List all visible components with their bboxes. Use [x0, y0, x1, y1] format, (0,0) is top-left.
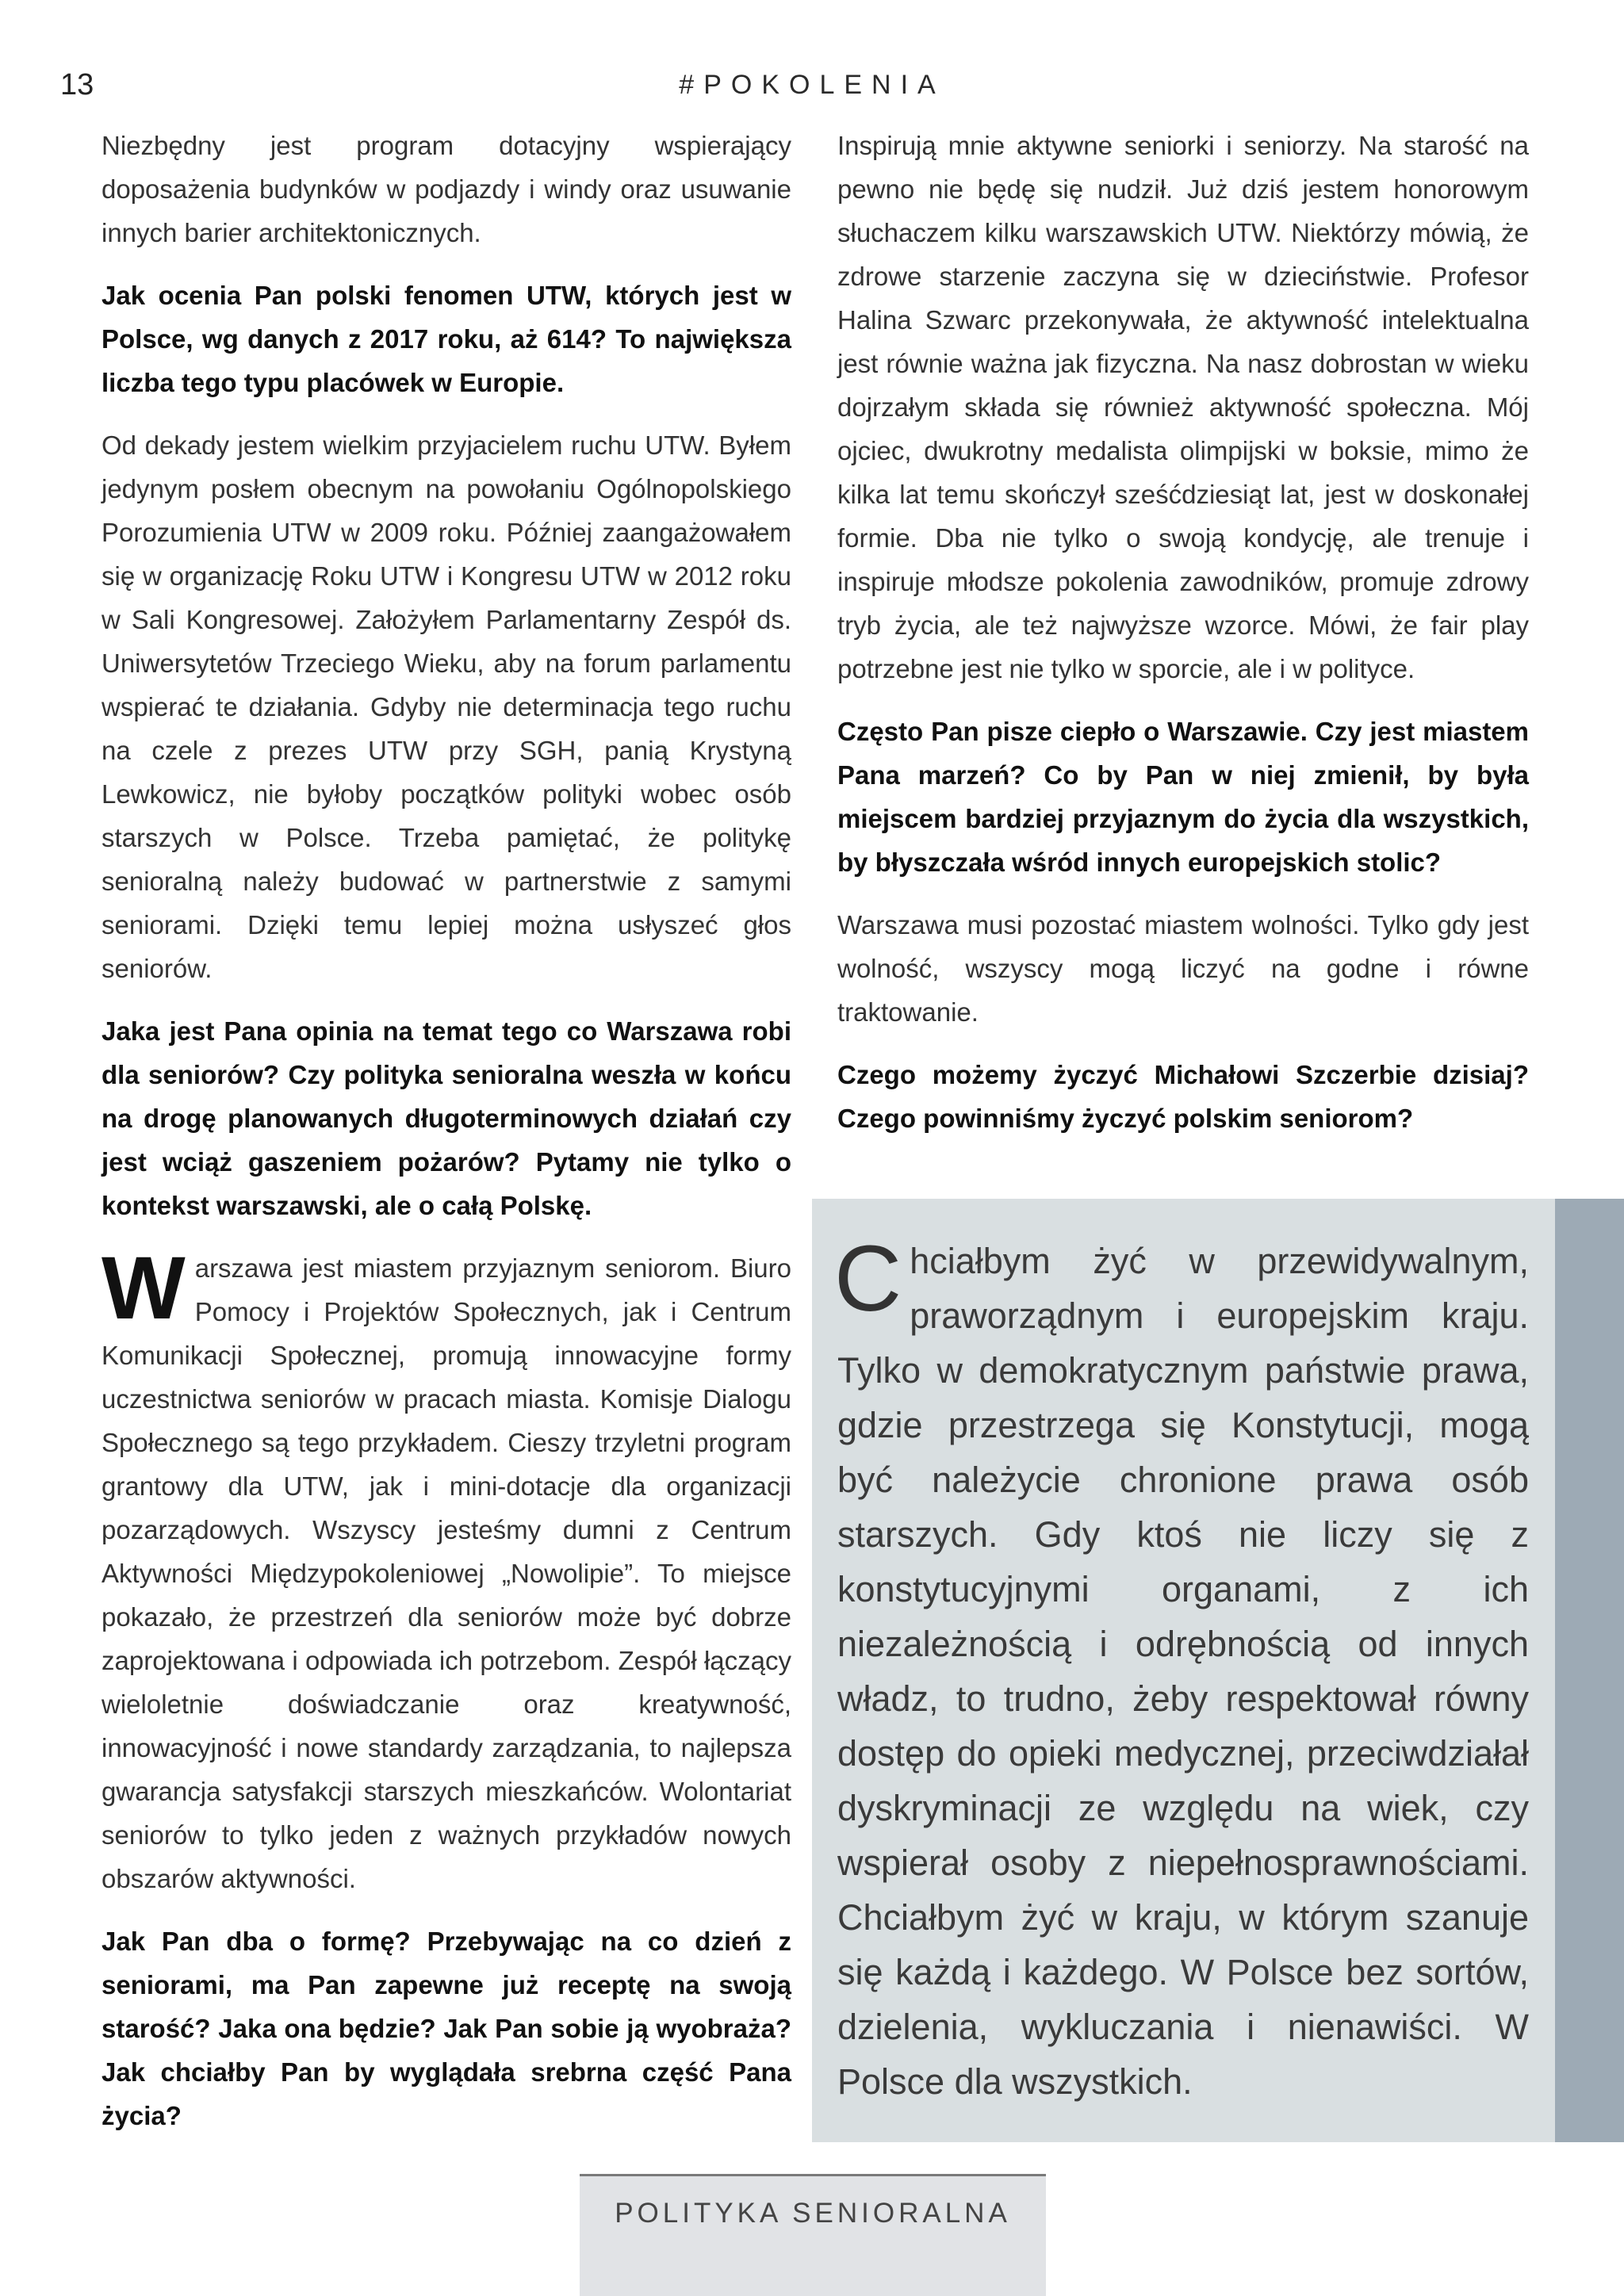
interview-question: Jak Pan dba o formę? Przebywając na co dzień z seniorami, ma Pan zapewne już receptę na swoją starość? Jaka ona będzie? Jak Pan sobie ją wyobraża? Jak chciałby Pan by wyglądała srebrna część Pana życia? [102, 1927, 791, 2130]
pull-quote-drop-cap: C [834, 1226, 902, 1331]
footer-divider [580, 2174, 1046, 2176]
paragraph: Warszawa musi pozostać miastem wolności. Tylko gdy jest wolność, wszyscy mogą liczyć na godne i równe traktowanie. [837, 910, 1529, 1027]
pull-quote-text: hciałbym żyć w przewidywalnym, praworządnym i europejskim kraju. Tylko w demokratycznym państwie prawa, gdzie przestrzega się Konstytucji, mogą być należycie chronione prawa osób starszych. Gdy ktoś nie liczy się z konstytucyjnymi organami, z ich niezależnością i odrębnością od innych władz, to trudno, żeby respektował równy dostęp do opieki medycznej, przeciwdziałał dyskryminacji ze względu na wiek, czy wspierał osoby z niepełnosprawnościami. Chciałbym żyć w kraju, w którym szanuje się każdą i każdego. W Polsce bez sortów, dzielenia, wykluczania i nienawiści. W Polsce dla wszystkich. [837, 1241, 1529, 2102]
drop-cap: W [102, 1238, 186, 1337]
paragraph-text: arszawa jest miastem przyjaznym seniorom. Biuro Pomocy i Projektów Społecznych, jak i Centrum Komunikacji Społecznej, promują innowacyjne formy uczestnictwa seniorów w pracach miasta. Komisje Dialogu Społecznego są tego przykładem. Cieszy trzyletni program grantowy dla UTW, jak i mini-dotacje dla organizacji pozarządowych. Wszyscy jesteśmy dumni z Centrum Aktywności Międzypokoleniowej „Nowolipie”. To miejsce pokazało, że przestrzeń dla seniorów może być dobrze zaprojektowana i odpowiada ich potrzebom. Zespół łączący wieloletnie doświadczanie oraz kreatywność, innowacyjność i nowe standardy zarządzania, to najlepsza gwarancja satysfakcji starszych mieszkańców. Wolontariat seniorów to tylko jeden z ważnych przykładów nowych obszarów aktywności. [102, 1253, 791, 1893]
paragraph: Od dekady jestem wielkim przyjacielem ruchu UTW. Byłem jedynym posłem obecnym na powołaniu Ogólnopolskiego Porozumienia UTW w 2009 roku. Później zaangażowałem się w organizację Roku UTW i Kongresu UTW w 2012 roku w Sali Kongresowej. Założyłem Parlamentarny Zespół ds. Uniwersytetów Trzeciego Wieku, aby na forum parlamentu wspierać te działania. Gdyby nie determinacja tego ruchu na czele z prezes UTW przy SGH, panią Krystyną Lewkowicz, nie byłoby początków polityki wobec osób starszych w Polsce. Trzeba pamiętać, że politykę senioralną należy budować w partnerstwie z samymi seniorami. Dzięki temu lepiej można usłyszeć głos seniorów. [102, 430, 791, 983]
pull-quote [834, 1226, 1529, 2109]
interview-question: Czego możemy życzyć Michałowi Szczerbie dzisiaj? Czego powinniśmy życzyć polskim seniorom? [837, 1060, 1529, 1133]
interview-question: Jak ocenia Pan polski fenomen UTW, których jest w Polsce, wg danych z 2017 roku, aż 614? To największa liczba tego typu placówek w Europie. [102, 281, 791, 397]
interview-question: Często Pan pisze ciepło o Warszawie. Czy jest miastem Pana marzeń? Co by Pan w niej zmienił, by była miejscem bardziej przyjaznym do życia dla wszystkich, by błyszczała wśród innych europejskich stolic? [837, 717, 1529, 877]
left-column [102, 124, 791, 2156]
paragraph: Niezbędny jest program dotacyjny wspierający doposażenia budynków w podjazdy i windy oraz usuwanie innych barier architektonicznych. [102, 131, 791, 247]
interview-question: Jaka jest Pana opinia na temat tego co Warszawa robi dla seniorów? Czy polityka senioralna weszła w końcu na drogę planowanych długoterminowych działań czy jest wciąż gaszeniem pożarów? Pytamy nie tylko o kontekst warszawski, ale o całą Polskę. [102, 1016, 791, 1220]
pull-quote-side-bar [1555, 1199, 1624, 2142]
paragraph-with-dropcap [102, 1238, 791, 1900]
paragraph: Inspirują mnie aktywne seniorki i seniorzy. Na starość na pewno nie będę się nudził. Już dziś jestem honorowym słuchaczem kilku warszawskich UTW. Niektórzy mówią, że zdrowe starzenie zaczyna się w dzieciństwie. Profesor Halina Szwarc przekonywała, że aktywność intelektualna jest równie ważna jak fizyczna. Na nasz dobrostan w wieku dojrzałym składa się również aktywność społeczna. Mój ojciec, dwukrotny medalista olimpijski w boksie, mimo że kilka lat temu skończył sześćdziesiąt lat, jest w doskonałej formie. Dba nie tylko o swoją kondycję, ale trenuje i inspiruje młodsze pokolenia zawodników, promuje zdrowy tryb życia, ale też najwyższe wzorce. Mówi, że fair play potrzebne jest nie tylko w sporcie, ale i w polityce. [837, 131, 1529, 683]
page-number: 13 [60, 68, 94, 101]
footer-band [580, 2174, 1046, 2296]
section-label: POLITYKA SENIORALNA [615, 2198, 1011, 2229]
right-column [837, 124, 1529, 1159]
magazine-title: #POKOLENIA [679, 70, 945, 100]
